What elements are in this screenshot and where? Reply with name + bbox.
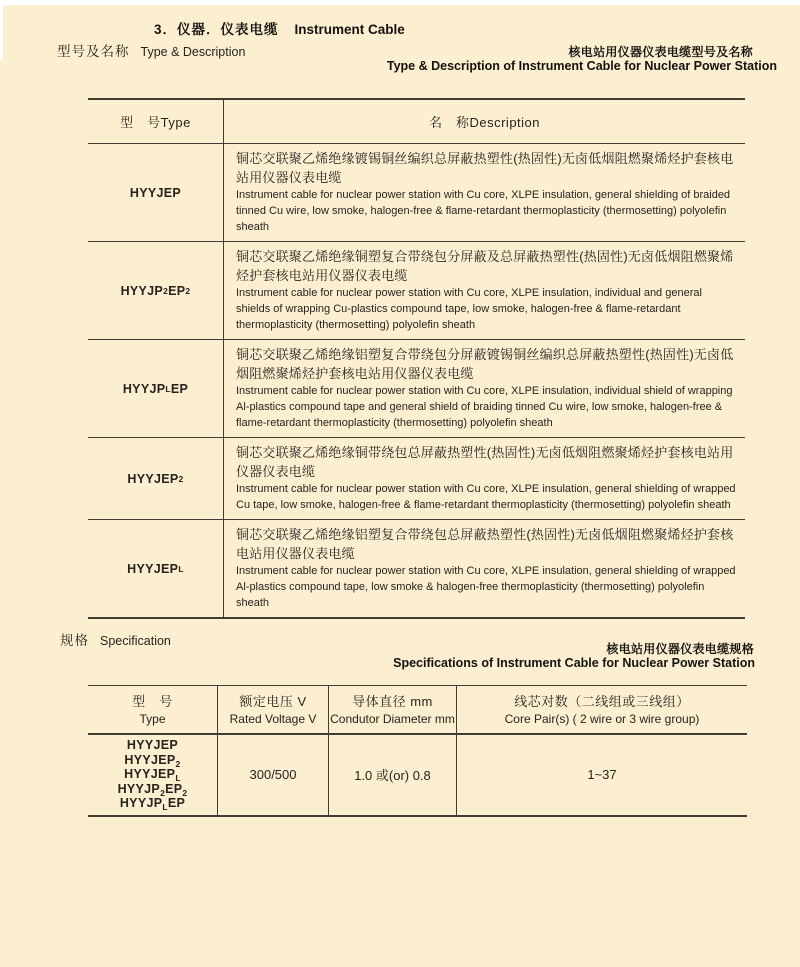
- description-zh: 铜芯交联聚乙烯绝缘铜带绕包总屏蔽热塑性(热固性)无卤低烟阻燃聚烯烃护套核电站用仪器仪表电缆: [236, 445, 734, 479]
- description-en: Instrument cable for nuclear power station with Cu core, XLPE insulation, general shielding of wrapped Cu tape, low smoke, halogen-free & flame-retardant thermoplasticity (thermosetting) polyolefin sheath: [236, 483, 736, 511]
- specification-table: [88, 685, 747, 817]
- spec-column-header-diameter: [328, 686, 456, 733]
- section-title: [154, 18, 405, 38]
- spec-column-header-voltage: [217, 686, 328, 733]
- table-row: [88, 339, 745, 437]
- specification-table-row: [88, 735, 747, 815]
- section-title-en: Instrument Cable: [294, 22, 405, 37]
- spec-core-pairs-value: 1~37: [456, 735, 747, 815]
- spec-column-header-type: [88, 686, 217, 733]
- cable-description-cell: [223, 520, 745, 617]
- description-en: Instrument cable for nuclear power station with Cu core, XLPE insulation, individual shield of wrapping Al-plastics compound tape and general shield of braiding tinned Cu wire, low smoke, halogen-free & flame-retardant thermoplasticity (thermosetting) polyolefin sheath: [236, 385, 733, 429]
- spec-column-header-core-pairs: [456, 686, 747, 733]
- spec-type-code: HYYJEP: [126, 738, 179, 752]
- specification-heading-en: Specifications of Instrument Cable for Nuclear Power Station: [393, 656, 755, 670]
- column-header-type: 型 号Type: [120, 115, 191, 130]
- specification-label-en: Specification: [100, 634, 171, 648]
- spec-column-header-diameter-zh: 导体直径 mm: [352, 694, 433, 709]
- spec-column-header-type-zh: 型 号: [132, 694, 173, 709]
- description-zh: 铜芯交联聚乙烯绝缘铜塑复合带绕包分屏蔽及总屏蔽热塑性(热固性)无卤低烟阻燃聚烯烃护套核电站用仪器仪表电缆: [236, 249, 734, 283]
- description-zh: 铜芯交联聚乙烯绝缘铝塑复合带绕包总屏蔽热塑性(热固性)无卤低烟阻燃聚烯烃护套核电站用仪器仪表电缆: [236, 527, 734, 561]
- type-description-table-body: [88, 143, 745, 617]
- type-description-label-en: Type & Description: [140, 45, 246, 59]
- description-en: Instrument cable for nuclear power station with Cu core, XLPE insulation, general shielding of braided tinned Cu wire, low smoke, halogen-free & flame-retardant thermoplasticity (thermosetting) polyolefin sheath: [236, 189, 731, 233]
- spec-column-header-voltage-en: Rated Voltage V: [229, 712, 317, 726]
- specification-heading-zh: 核电站用仪器仪表电缆规格: [606, 642, 754, 656]
- type-description-label-zh: 型号及名称: [57, 44, 130, 59]
- spec-column-header-core-pairs-zh: 线芯对数（二线组或三线组）: [514, 694, 690, 709]
- spec-type-code: $HYYJEP_2$: [124, 752, 181, 769]
- type-description-heading-zh: 核电站用仪器仪表电缆型号及名称: [568, 45, 753, 59]
- description-zh: 铜芯交联聚乙烯绝缘铝塑复合带绕包分屏蔽镀锡铜丝编织总屏蔽热塑性(热固性)无卤低烟阻燃聚烯烃护套核电站用仪器仪表电缆: [236, 347, 734, 381]
- column-header-description: 名 称Description: [223, 100, 745, 143]
- cable-description-cell: [223, 242, 745, 339]
- description-en: Instrument cable for nuclear power station with Cu core, XLPE insulation, general shielding of wrapped Al-plastics compound tape, low smoke & halogen-free thermoplasticity (thermosetting) polyolefin sheath: [236, 565, 736, 609]
- cable-description-cell: [223, 340, 745, 437]
- cable-description-cell: [223, 144, 745, 241]
- cable-type-code: HYYJEP L: [127, 561, 184, 576]
- specification-label: [60, 629, 171, 649]
- cable-type-code: HYYJP L EP: [122, 381, 189, 396]
- spec-column-header-diameter-en: Condutor Diameter mm: [330, 712, 455, 726]
- cable-type-code: HYYJEP 2: [127, 471, 184, 486]
- spec-column-header-voltage-zh: 额定电压 V: [239, 694, 307, 709]
- description-zh: 铜芯交联聚乙烯绝缘镀锡铜丝编织总屏蔽热塑性(热固性)无卤低烟阻燃聚烯烃护套核电站用仪器仪表电缆: [236, 151, 734, 185]
- scan-edge-left: [0, 0, 3, 60]
- table-row: [88, 241, 745, 339]
- specification-table-header: [88, 686, 747, 735]
- cable-type-code: HYYJP 2 EP 2: [120, 283, 191, 298]
- spec-type-code: $HYYJP_2EP_2$: [117, 781, 188, 798]
- spec-type-code: $HYYJP_LEP$: [119, 796, 186, 812]
- table-row: [88, 437, 745, 519]
- cable-type-code: HYYJEP: [129, 185, 182, 200]
- table-row: [88, 143, 745, 241]
- specification-label-zh: 规格: [60, 633, 89, 648]
- scan-edge-top: [0, 0, 800, 5]
- table-row: [88, 519, 745, 617]
- type-description-label: [57, 40, 245, 60]
- spec-column-header-type-en: Type: [139, 712, 166, 726]
- type-description-table: [88, 98, 745, 619]
- type-description-heading-en: Type & Description of Instrument Cable for Nuclear Power Station: [386, 59, 777, 73]
- cable-description-cell: [223, 438, 745, 519]
- spec-column-header-core-pairs-en: Core Pair(s) ( 2 wire or 3 wire group): [504, 712, 700, 726]
- description-en: Instrument cable for nuclear power station with Cu core, XLPE insulation, individual and general shields of wrapping Cu-plastics compound tape, low smoke, halogen-free & flame-retardant thermoplasticity (thermosetting) polyolefin sheath: [236, 287, 702, 331]
- spec-type-code: $HYYJEP_L$: [124, 767, 181, 783]
- spec-conductor-diameter-value: 1.0 或(or) 0.8: [328, 735, 456, 815]
- type-description-table-header: [88, 100, 745, 143]
- spec-type-list: [88, 735, 217, 815]
- spec-rated-voltage-value: 300/500: [217, 735, 328, 815]
- section-title-zh: 3．仪器．仪表电缆: [154, 22, 279, 37]
